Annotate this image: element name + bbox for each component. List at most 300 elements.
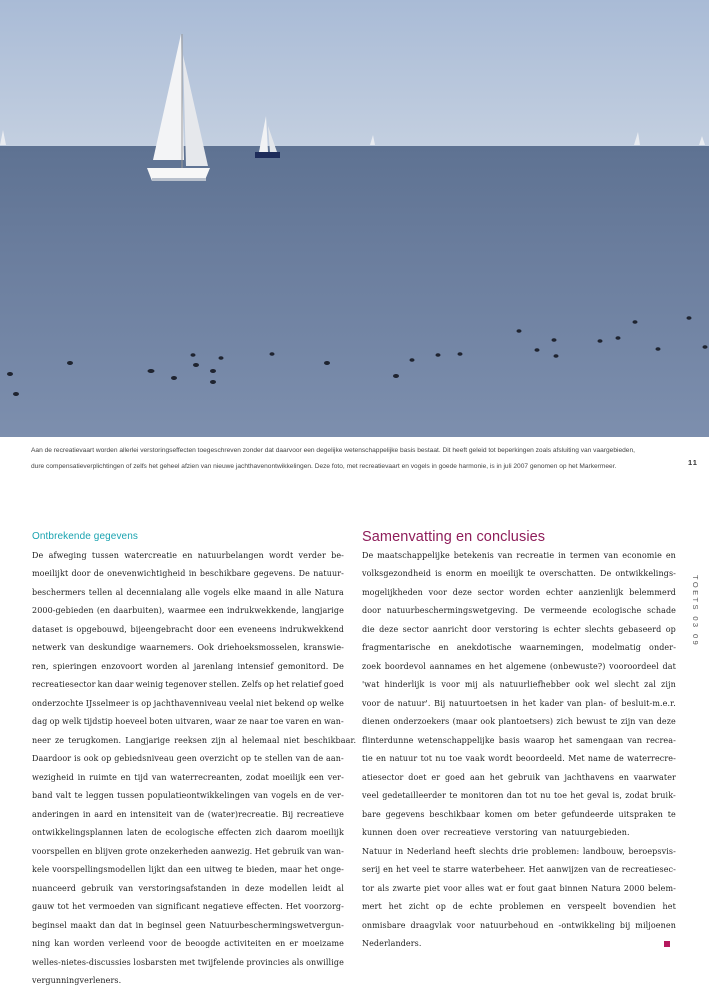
word: te	[449, 791, 458, 800]
word: en	[275, 939, 286, 948]
text-line	[32, 806, 344, 825]
word: van	[591, 865, 606, 874]
word: waterrecre-	[627, 754, 676, 763]
word: wan-	[323, 717, 344, 726]
word: is	[435, 569, 442, 578]
word: en	[383, 865, 394, 874]
word: in	[82, 809, 91, 819]
text-line	[32, 787, 344, 806]
word: indrukwekkende,	[227, 606, 299, 615]
word: al	[181, 661, 190, 671]
text-line	[362, 695, 676, 714]
word: en	[665, 550, 676, 560]
word: enorm	[445, 569, 473, 578]
word: wat	[487, 883, 503, 893]
word: deze	[244, 883, 265, 893]
word: sector	[477, 587, 504, 597]
word: het	[570, 791, 584, 800]
word: wel	[594, 680, 610, 689]
word: gebruik	[81, 883, 114, 893]
word: tor	[362, 883, 375, 893]
word: van	[253, 791, 269, 800]
word: Daardoor	[32, 754, 72, 763]
word: er	[431, 772, 441, 782]
word: De	[523, 606, 536, 615]
word: gemonitord.	[277, 661, 329, 671]
word: de	[314, 791, 325, 800]
word: schade	[647, 606, 676, 615]
text-line	[362, 602, 676, 621]
right-column-body	[362, 547, 676, 954]
word: van	[138, 902, 153, 911]
word: te	[432, 865, 441, 874]
word: overschatten.	[539, 569, 597, 578]
word: gefundeerde	[561, 809, 614, 819]
word: enzovoort	[101, 661, 143, 671]
word: maatschappelijke	[377, 550, 450, 560]
word: er	[505, 883, 515, 893]
word: mert	[362, 902, 382, 911]
word: Natura	[314, 587, 344, 597]
word: ver-	[327, 791, 344, 800]
word: modellen	[269, 883, 308, 893]
word: Het	[254, 846, 270, 856]
word: tussen	[117, 791, 145, 800]
word: een	[186, 865, 202, 874]
text-line	[362, 935, 676, 954]
text-line	[32, 824, 344, 843]
text-line	[362, 732, 676, 751]
word: en	[618, 772, 629, 782]
word: van	[69, 643, 85, 652]
word: vaarwater	[633, 772, 676, 782]
word: ook	[480, 717, 496, 726]
text-line	[32, 972, 344, 991]
word: heeft	[454, 846, 476, 856]
word: netwerk	[32, 643, 67, 652]
word: daarom	[275, 828, 308, 837]
text-line	[32, 935, 344, 954]
word: lijkt	[148, 865, 165, 874]
caption-line: Aan de recreatievaart worden allerlei verstoringseffecten toegeschreven zonder dat daarvoor een degelijke wetenschappelijke basis bestaat. Dit heeft geleid tot beperkingen zoals afsluiting van vaargebieden,	[31, 447, 635, 454]
word: ook	[83, 754, 99, 763]
word: goed	[444, 772, 466, 782]
word: nu	[540, 791, 551, 800]
word: zwarte	[392, 883, 421, 893]
word: er	[289, 939, 299, 948]
word: beroepsvis-	[628, 846, 676, 856]
word: IJsselmeer	[85, 698, 130, 708]
word: besluit-m.e.r.	[621, 698, 676, 708]
word: vermeende	[540, 606, 587, 615]
word: recreatiesec-	[621, 865, 676, 874]
word: voorspellen	[32, 846, 81, 856]
word: tot	[420, 754, 433, 763]
word: maand	[253, 587, 282, 597]
word: te	[609, 717, 618, 726]
word: al	[115, 587, 124, 597]
word: voor	[148, 939, 168, 948]
word: ning	[32, 939, 51, 948]
word: deze	[452, 587, 472, 597]
word: te	[527, 569, 536, 578]
word: (maar	[452, 717, 478, 726]
word: alles	[465, 883, 485, 893]
text-line	[362, 917, 676, 936]
word: effecten.	[246, 902, 283, 911]
word: van	[118, 883, 134, 893]
word: het	[662, 902, 676, 911]
word: slecht	[614, 680, 640, 689]
word: en	[543, 920, 554, 930]
word: vogels	[271, 791, 298, 800]
word: beschikbare	[199, 569, 251, 578]
word: die	[362, 624, 375, 634]
text-line	[32, 898, 344, 917]
word: is	[73, 754, 81, 763]
word: voorspellingsmodellen	[52, 865, 146, 874]
word: verstoringsafstanden	[138, 883, 227, 893]
word: alle	[296, 587, 312, 597]
word: piet	[424, 883, 441, 893]
word: voor	[441, 680, 460, 689]
word: De	[32, 550, 44, 560]
word: Nederland	[406, 846, 451, 856]
text-line	[362, 565, 676, 584]
word: de	[313, 754, 324, 763]
word: zodat	[625, 791, 648, 800]
word: dat	[662, 661, 676, 671]
word: waterbeheer.	[471, 865, 526, 874]
section-heading-samenvatting: Samenvatting en conclusies	[362, 529, 546, 545]
word: en	[438, 643, 449, 652]
word: tot	[57, 902, 69, 911]
word: atiesector	[362, 772, 404, 782]
word: deze	[656, 717, 676, 726]
word: is	[66, 624, 74, 634]
text-line	[362, 880, 676, 899]
word: samengaan	[576, 735, 624, 745]
word: naar	[249, 717, 269, 726]
text-line	[32, 880, 344, 899]
word: flinterdunne	[362, 735, 414, 745]
word: laten	[126, 828, 148, 837]
text-line	[32, 658, 344, 677]
word: het	[276, 680, 290, 689]
word: valt	[55, 791, 72, 800]
word: waarop	[523, 735, 555, 745]
word: te	[74, 791, 83, 800]
word: van	[497, 550, 513, 560]
word: termen	[569, 550, 600, 560]
word: anekdotische	[456, 643, 512, 652]
word: bijeengebracht	[130, 624, 194, 634]
word: en	[376, 754, 387, 763]
word: economie	[622, 550, 662, 560]
right-column	[362, 528, 676, 954]
word: afweging	[48, 550, 87, 560]
text-line	[362, 769, 676, 788]
word: belem-	[647, 883, 676, 893]
text-line	[32, 621, 344, 640]
word: beschermers	[32, 587, 86, 597]
word: kranswie-	[303, 643, 344, 652]
word: gedetailleerder	[382, 791, 447, 800]
word: en	[82, 846, 93, 856]
word: daarbuiten),	[113, 606, 165, 615]
word: te	[235, 865, 244, 874]
word: leidt	[312, 883, 332, 893]
word: ook	[574, 680, 590, 689]
word: geen	[185, 920, 206, 930]
word: negatieve	[202, 902, 244, 911]
word: kader	[539, 698, 564, 708]
word: de	[452, 902, 463, 911]
word: zich	[255, 828, 273, 837]
text-line	[362, 898, 676, 917]
word: natuur-	[313, 569, 344, 578]
text-line	[362, 547, 676, 566]
word: dataset	[32, 624, 63, 634]
word: het	[72, 902, 86, 911]
word: op	[101, 754, 112, 763]
word: gauw	[32, 902, 55, 911]
word: in	[558, 550, 566, 560]
word: in	[285, 587, 293, 597]
word: door	[362, 606, 381, 615]
word: deskundige	[88, 643, 136, 652]
word: en	[120, 772, 131, 782]
word: Bij	[282, 809, 294, 819]
word: binnen	[559, 883, 588, 893]
word: langjarige	[301, 606, 344, 615]
word: tellen	[88, 587, 113, 597]
text-line	[362, 621, 676, 640]
word: en	[116, 809, 127, 819]
word: van	[175, 809, 191, 819]
word: een	[309, 772, 325, 782]
word: provincies	[246, 957, 290, 967]
word: opgebouwd,	[76, 624, 127, 634]
word: ren,	[32, 661, 49, 671]
word: toe	[553, 791, 568, 800]
word: gegevens.	[253, 569, 296, 578]
word: waar	[214, 717, 236, 726]
word: het	[522, 698, 537, 708]
word: onderzoekers	[393, 717, 450, 726]
word: aannames	[429, 661, 472, 671]
word: recreatie	[516, 550, 555, 560]
word: echte	[469, 902, 493, 911]
word: alle	[185, 587, 201, 597]
word: aanzienlijk	[578, 587, 624, 597]
word: deze	[379, 624, 399, 634]
word: aan	[469, 772, 485, 782]
word: recrea-	[646, 735, 676, 745]
word: moeilijk	[272, 772, 306, 782]
word: als	[291, 957, 304, 967]
word: uitvaren,	[175, 717, 213, 726]
word: op	[665, 624, 676, 634]
text-line	[32, 676, 344, 695]
text-line	[32, 954, 344, 973]
word: beoordeeld.	[515, 754, 565, 763]
end-of-article-mark	[664, 941, 670, 947]
word: tot	[525, 791, 537, 800]
word: in	[511, 698, 519, 708]
word: en	[311, 717, 322, 726]
word: ver-	[327, 772, 344, 782]
text-line	[32, 917, 344, 936]
word: toe	[449, 754, 463, 763]
word: kan	[97, 680, 113, 689]
word: fragmentarische	[362, 643, 431, 652]
text-line	[362, 806, 676, 825]
word: ontwikkelingsplannen	[32, 828, 124, 837]
word: gegevens	[385, 809, 425, 819]
word: of	[609, 698, 618, 708]
word: op	[435, 902, 446, 911]
word: Natuurbeschermingswetvergun-	[209, 920, 344, 930]
word: stellen.	[209, 680, 240, 689]
word: vermoeden	[88, 902, 135, 911]
word: modelmatig	[591, 643, 641, 652]
text-line	[362, 750, 676, 769]
text-line	[32, 695, 344, 714]
word: verspeelt	[567, 902, 607, 911]
word: algemene	[505, 661, 547, 671]
word: recreatieve	[296, 809, 344, 819]
word: landbouw,	[582, 846, 625, 856]
word: Met	[568, 754, 585, 763]
word: relatief	[291, 680, 322, 689]
word: de	[171, 939, 182, 948]
word: dan	[99, 920, 116, 930]
word: betekenis	[453, 550, 494, 560]
word: een	[219, 624, 235, 634]
word: is	[131, 698, 139, 708]
word: het	[489, 772, 504, 782]
word: in	[135, 920, 144, 930]
word: blijven	[94, 846, 123, 856]
word: aanricht	[432, 624, 468, 634]
caption-line: dure compensatieverplichtingen of zelfs het geheel afzien van nieuwe jachthavenontwikkelingen. Deze foto, met recreatievaart en vogels in goede harmonie, is in juli 2007 genomen op het Markermeer.	[31, 463, 617, 470]
left-column	[32, 528, 357, 991]
word: is	[542, 624, 550, 634]
section-heading-ontbrekende-gegevens: Ontbrekende gegevens	[32, 531, 138, 542]
word: wordt	[488, 754, 513, 763]
journal-issue-label: TOETS 03 09	[691, 575, 700, 648]
word: volksgezondheid	[362, 569, 432, 578]
word: worden	[73, 939, 105, 948]
text-line	[32, 547, 344, 566]
word: moeizame	[302, 939, 344, 948]
word: de	[384, 698, 395, 708]
word: waterrecreanten,	[170, 772, 243, 782]
word: sector	[402, 624, 429, 634]
word: hoeveel	[115, 717, 148, 726]
word: beschikbaar	[429, 809, 480, 819]
word: door	[471, 624, 491, 634]
word: dat	[118, 920, 133, 930]
word: doet	[408, 772, 427, 782]
word: zal	[644, 680, 656, 689]
word: -ontwikkeling	[558, 920, 615, 930]
word: bruik-	[651, 791, 676, 800]
word: tussen	[91, 550, 119, 560]
word: en	[182, 550, 193, 560]
word: serij	[362, 865, 381, 874]
word: Ook	[197, 643, 214, 652]
word: de	[194, 809, 205, 819]
word: ontwikkelings-	[615, 569, 676, 578]
word: nu	[435, 754, 446, 763]
word: varen	[285, 717, 310, 726]
word: goed	[323, 680, 344, 689]
word: beginsel	[147, 920, 183, 930]
word: geen	[176, 754, 197, 763]
word: in	[231, 883, 240, 893]
word: bare	[362, 809, 381, 819]
word: worden	[509, 587, 541, 597]
word: van	[603, 550, 619, 560]
word: de	[613, 754, 624, 763]
word: van	[638, 717, 654, 726]
word: dan	[506, 791, 523, 800]
word: monitoren	[460, 791, 504, 800]
text-line	[32, 769, 344, 788]
word: welles-nietes-discussies	[32, 957, 131, 967]
word: zoek	[362, 661, 382, 671]
word: een	[208, 606, 224, 615]
word: toe	[270, 717, 284, 726]
text-line	[32, 639, 344, 658]
word: natuurbeschermingswetgeving.	[386, 606, 519, 615]
text-line	[32, 565, 344, 584]
word: De	[600, 569, 612, 578]
word: uitspraken	[618, 809, 663, 819]
word: drie	[511, 846, 529, 856]
word: zicht	[408, 902, 429, 911]
word: van	[627, 735, 643, 745]
word: vogels	[203, 587, 231, 597]
word: om	[517, 809, 530, 819]
word: bij	[619, 920, 631, 930]
word: van	[295, 754, 311, 763]
word: grote	[125, 846, 148, 856]
word: verstoring	[495, 624, 539, 634]
word: op	[307, 698, 318, 708]
word: zich	[556, 717, 574, 726]
word: het	[304, 865, 318, 874]
word: problemen	[499, 902, 544, 911]
word: onevenwichtigheid	[107, 569, 186, 578]
word: en	[550, 902, 561, 911]
photo-sailboats-markermeer	[0, 0, 709, 437]
left-column-body	[32, 547, 357, 991]
word: van	[151, 772, 167, 782]
word: zodat	[246, 772, 269, 782]
word: natuurliefhebber	[499, 680, 570, 689]
word: niet	[255, 698, 273, 708]
text-line	[32, 843, 344, 862]
word: beoogde	[185, 939, 221, 948]
word: 'wat	[362, 680, 380, 689]
word: natuur	[389, 754, 418, 763]
word: en	[476, 569, 487, 578]
word: ecologische	[165, 828, 214, 837]
word: het	[488, 661, 503, 671]
